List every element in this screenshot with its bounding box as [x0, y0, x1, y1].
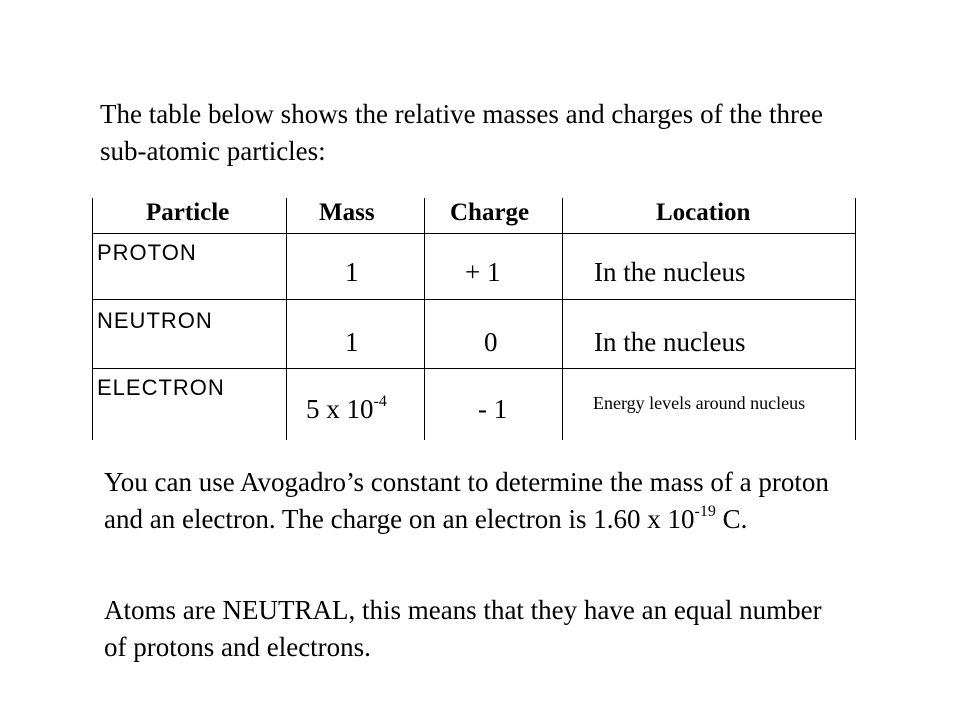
table-divider-3	[562, 198, 563, 440]
charge-electron: - 1	[478, 394, 508, 424]
avogadro-unit: C.	[715, 504, 748, 534]
avogadro-text: You can use Avogadro’s constant to determine the mass of a proton and an electron. The charge on an electron is 1.60 x 10	[104, 467, 829, 534]
row-divider-2	[92, 368, 856, 369]
mass-electron-exponent: -4	[373, 393, 387, 410]
mass-neutron: 1	[345, 327, 359, 357]
location-electron: Energy levels around nucleus	[593, 393, 806, 413]
charge-neutron: 0	[484, 327, 498, 357]
particle-proton: PROTON	[97, 240, 197, 265]
location-proton: In the nucleus	[594, 257, 746, 287]
mass-electron-base: 5 x 10	[306, 394, 374, 424]
header-location: Location	[656, 199, 751, 226]
charge-exponent: -19	[694, 503, 716, 520]
table-divider-1	[286, 198, 287, 440]
table-divider-2	[424, 198, 425, 440]
row-divider-1	[92, 299, 856, 300]
mass-electron	[306, 394, 387, 425]
particle-electron: ELECTRON	[97, 375, 225, 400]
table-border-left	[92, 198, 93, 440]
header-divider	[92, 233, 856, 234]
intro-paragraph: The table below shows the relative masses and charges of the three sub-atomic particles:	[100, 99, 824, 166]
mass-proton: 1	[345, 257, 359, 287]
neutral-paragraph: Atoms are NEUTRAL, this means that they have an equal number of protons and electrons.	[104, 595, 822, 662]
charge-proton: + 1	[465, 257, 501, 287]
header-mass: Mass	[319, 199, 375, 226]
avogadro-paragraph	[104, 464, 844, 538]
header-charge: Charge	[450, 199, 530, 226]
location-neutron: In the nucleus	[594, 327, 746, 357]
table-border-right	[855, 198, 856, 440]
header-particle: Particle	[146, 199, 230, 226]
particle-neutron: NEUTRON	[97, 308, 213, 333]
